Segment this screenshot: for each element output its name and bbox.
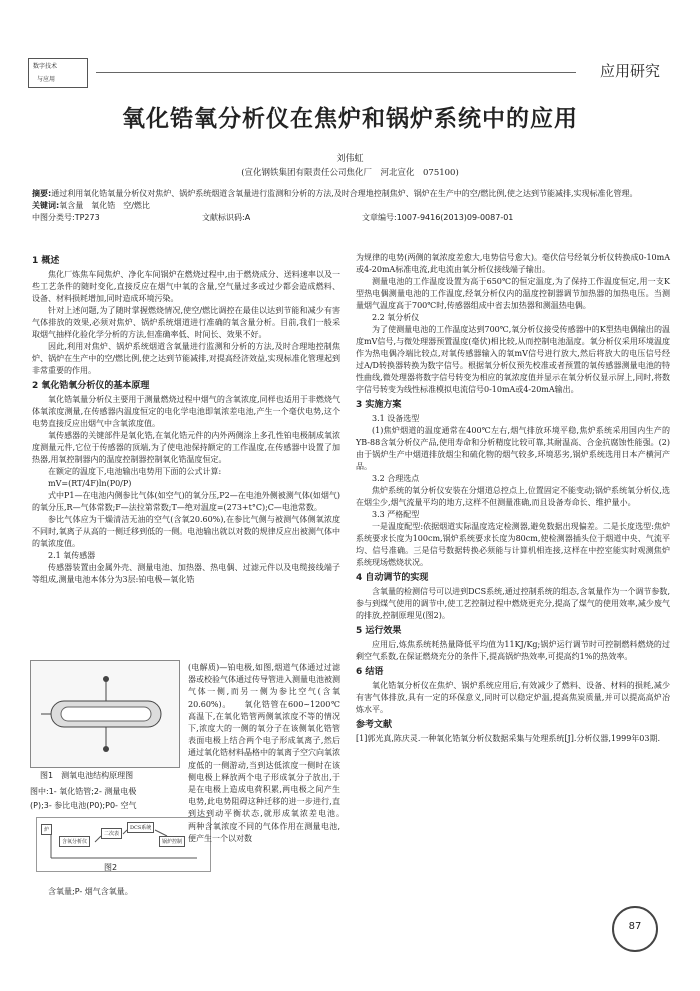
diagram-box: 炉	[41, 824, 52, 835]
subsection-3-1-heading: 3.1 设备选型	[372, 414, 420, 423]
section-5-heading: 5 运行效果	[356, 626, 402, 636]
subsection-2-1-heading: 2.1 氧传感器	[48, 551, 96, 560]
figure-2-caption: 图2	[104, 863, 118, 872]
paragraph: 为了使测量电池的工作温度达到700℃,氧分析仪接受传感器中的K型热电偶输出的温度mV信号,与微处理器预置温度(毫伏)相比较,从而控制电池温度。氧分析仪采用环境温度作为热电偶冷端比较点,对氧传感器输入的氧mV信号进行放大,然后将放大的电压信号经过A/D转换器转换为数字信号。根据氧分析仪预先校准或者预置的氧传感器测量电池的特性曲线,微处理器将数字信号转变为相应的氧浓度值并显示在氧分析仪显示屏上,同时,将数字信号转变为线性标准模拟电流信号0-10mA或4-20mA输出。	[356, 325, 670, 394]
author: 刘伟虹	[336, 154, 364, 164]
keywords-label: 关键词:	[32, 201, 60, 210]
paragraph: 式中P1—在电池内侧参比气体(如空气)的氧分压,P2—在电池外侧被测气体(如烟气)的氧分压,R—气体常数;F—法拉第常数;T—绝对温度=(273+t°C);C—电池常数。	[32, 491, 340, 512]
paragraph: 因此,利用对焦炉、锅炉系统烟道含氧量进行监测和分析的方法,及时合理地控制焦炉、锅炉在生产中的空/燃比例,使之达到节能减排,对提高经济效益,实现标准化管理起到非常重要的作用。	[32, 342, 340, 375]
section-2-heading: 2 氧化锆氧分析仪的基本原理	[32, 381, 150, 391]
diagram-box: 含氧分析仪	[59, 836, 90, 847]
section-4-heading: 4 自动调节的实现	[356, 573, 429, 583]
figure-2-image	[36, 817, 211, 872]
paragraph: 参比气体应为干燥清洁无油的空气(含氧20.60%),在参比气侧与被测气体侧氧浓度不同时,氧离子从高的一侧迁移到低的一侧。电池输出就以对数的规律反应出被测气体中的氧浓度值。	[32, 515, 340, 548]
figure-1-caption: 图1 测氧电池结构原理图	[40, 771, 134, 780]
formula: mV=(RT/4F)ln(P0/P)	[48, 479, 132, 488]
abstract-block	[32, 188, 672, 224]
paragraph: 为规律的电势(两侧的氧浓度差愈大,电势信号愈大)。毫伏信号经氧分析仪转换成0-10mA或4-20mA标准电流,此电流由氧分析仪接线端子输出。	[356, 253, 670, 274]
right-column	[356, 252, 670, 745]
section-label: 应用研究	[599, 62, 660, 80]
keywords-text: 氧含量 氧化锆 空/燃比	[59, 201, 150, 210]
wrapped-text: (电解质)—铂电极,如图,烟道气体通过过滤器或校验气体通过传导管进入测量电池被测气体一侧,而另一侧为参比空气(含氧20.60%)。 氧化锆管在600~1200℃高温下,在氧化锆管两侧氧浓度不等的情况下,浓度大的一侧的氧分子在该侧氧化锆管表面电极上结合两个电子形成氧离子,然后通过氧化锆材料晶格中的氧离子空穴向氧浓度低的一侧游动,当到达低浓度一侧时在该侧电极上释放两个电子形成氧分子放出,于是在电极上造成电荷积累,两电极之间产生电势,此电势阻碍这种迁移的进一步进行,直到达到动平衡状态,就形成氧浓差电池。 两种含氧浓度不同的气体作用在测量电池,便产生一个以对数	[188, 663, 356, 843]
header-rule	[96, 72, 576, 73]
paragraph: 含氧量的检测信号可以进到DCS系统,通过控制系统的组态,含氧量作为一个调节参数,参与到煤气使用的调节中,使工艺控制过程中燃烧更充分,提高了煤气的使用效率,减少废气的排放,控制原理见(图2)。	[356, 587, 670, 620]
paragraph: 在额定的温度下,电池输出电势用下面的公式计算:	[48, 467, 222, 476]
journal-logo-line2: 与应用	[37, 76, 56, 83]
document-code: 文献标识码:A	[202, 213, 251, 222]
paragraph: 焦化厂炼焦车间焦炉、净化车间锅炉在燃烧过程中,由于燃烧成分、送料速率以及一些工艺条件的随时变化,直接反应在烟气中氧的含量,空气量过多或过少都会造成燃料、设备、材料损耗增加,同时造成环境污染。	[32, 270, 340, 303]
subsection-3-2-heading: 3.2 合理选点	[372, 474, 420, 483]
figure-1-drawing	[31, 661, 179, 767]
figure-1-image	[30, 660, 180, 768]
left-column	[32, 252, 340, 586]
reference-item: [1]郭光真,陈庆灵.一种氧化锆氧分析仪数据采集与处理系统[J].分析仪器,1999年03期.	[356, 734, 661, 743]
section-1-heading: 1 概述	[32, 256, 60, 266]
subsection-3-3-heading: 3.3 严格配型	[372, 510, 420, 519]
paragraph: 氧化锆氧分析仪在焦炉、锅炉系统应用后,有效减少了燃料、设备、材料的损耗,减少有害气体排放,具有一定的环保意义,同时可以稳定炉温,提高焦炭质量,并可以提高高炉冶炼水平。	[356, 681, 670, 714]
paragraph: (1)焦炉烟道的温度通常在400℃左右,烟气排放环境平稳,焦炉系统采用国内生产的YB-88含氧分析仪产品,使用寿命和分析精度比较可靠,其耐温高、合金抗腐蚀性能强。(2)由于锅炉生产中烟道排放烟尘和硫化物的烟气较多,环境恶劣,锅炉系统选用日本产横河产品。	[356, 426, 670, 471]
diagram-box: 锅炉控制	[159, 836, 185, 847]
section-3-heading: 3 实施方案	[356, 400, 402, 410]
clc-number: 中图分类号:TP273	[32, 213, 100, 222]
abstract-label: 摘要:	[32, 189, 52, 198]
article-number: 文章编号:1007-9416(2013)09-0087-01	[362, 213, 514, 222]
paragraph: 传感器装置由金属外壳、测量电池、加热器、热电偶、过滤元件以及电缆接线端子等组成,测量电池本体分为3层:铂电极—氧化锆	[32, 563, 340, 584]
paragraph: 一是温度配型:依据烟道实际温度选定检测器,避免数据出现偏差。二是长度选型:焦炉系统要求长度为100cm,锅炉系统要求长度为80cm,使检测器插头位于烟道中央、气流平均、信号准确。三是信号数据转换必须能与计算机相连接,这样在中控室能实时观测焦炉系统现场燃烧状况。	[356, 522, 670, 567]
section-6-heading: 6 结语	[356, 667, 384, 677]
diagram-box: DCS系统	[127, 822, 154, 833]
figure-1-caption-line: (P);3- 参比电池(P0);P0- 空气	[30, 801, 137, 810]
page-number: 87	[612, 906, 658, 952]
subsection-2-2-heading: 2.2 氧分析仪	[372, 313, 420, 322]
figure-1-caption-line: 图中:1- 氧化锆管;2- 测量电极	[30, 787, 137, 796]
diagram-box: 二次表	[101, 828, 122, 839]
journal-logo	[28, 58, 88, 88]
paragraph: 焦炉系统的氧分析仪安装在分烟道总控点上,位置固定不能变动;锅炉系统氧分析仪,选在烟尘少,烟气流量平均的地方,这样不但测量准确,而且设备寿命长、维护量小。	[356, 486, 670, 507]
paragraph: 针对上述问题,为了随时掌握燃烧情况,使空/燃比调控在最佳以达到节能和减少有害气体排放的效果,必须对焦炉、锅炉系统烟道进行准确的氧含量分析。目前,我们一般采取烟气抽样化验化学分析的方法,但准确率低、时间长、效果不好。	[32, 306, 340, 339]
journal-logo-line1: 数字技术	[33, 63, 58, 70]
affiliation: (宣化钢铁集团有限责任公司焦化厂 河北宣化 075100)	[241, 168, 459, 178]
paragraph: 氧传感器的关键部件是氧化锆,在氧化锆元件的内外两侧涂上多孔性铂电极制成氧浓度测量元件,它位于传感器的顶端,为了使电池保持额定的工作温度,在传感器中设置了加热器,用氧控制器内的温度控制器控制氧化锆温度恒定。	[32, 431, 340, 464]
figure-2-caption-line: 含氧量;P- 烟气含氧量。	[48, 887, 133, 896]
abstract-text: 通过利用氧化锆氧量分析仪对焦炉、锅炉系统烟道含氧量进行监测和分析的方法,及时合理地控制焦炉、锅炉在生产中的空/燃比例,使之达到节能减排,实现标准化管理。	[51, 189, 638, 198]
inner-electrode	[61, 707, 151, 721]
paper-title: 氧化锆氧分析仪在焦炉和锅炉系统中的应用	[122, 106, 578, 132]
paragraph: 氧化锆氧量分析仪主要用于测量燃烧过程中烟气的含氧浓度,同样也适用于非燃烧气体氧浓度测量,在传感器内温度恒定的电化学电池即氧浓差电池,产生一个毫伏电势,这个电势直接反应出烟气中含氧浓度值。	[32, 395, 340, 428]
terminal	[103, 746, 109, 752]
terminal	[103, 676, 109, 682]
paragraph: 应用后,炼焦系统耗热量降低平均值为11KJ/Kg;锅炉运行调节时可控制燃料燃烧的过剩空气系数,在保证燃烧充分的条件下,提高锅炉热效率,可提高约1%的热效率。	[356, 640, 670, 661]
references-heading: 参考文献	[356, 720, 393, 730]
paragraph: 测量电池的工作温度设置为高于650℃的恒定温度,为了保持工作温度恒定,用一支K型热电偶测量电池的工作温度,经氧分析仪内的温度控制器调节加热器的加热电压。当测量烟气温度高于700℃时,传感器组成中省去加热器和测温热电偶。	[356, 277, 670, 310]
